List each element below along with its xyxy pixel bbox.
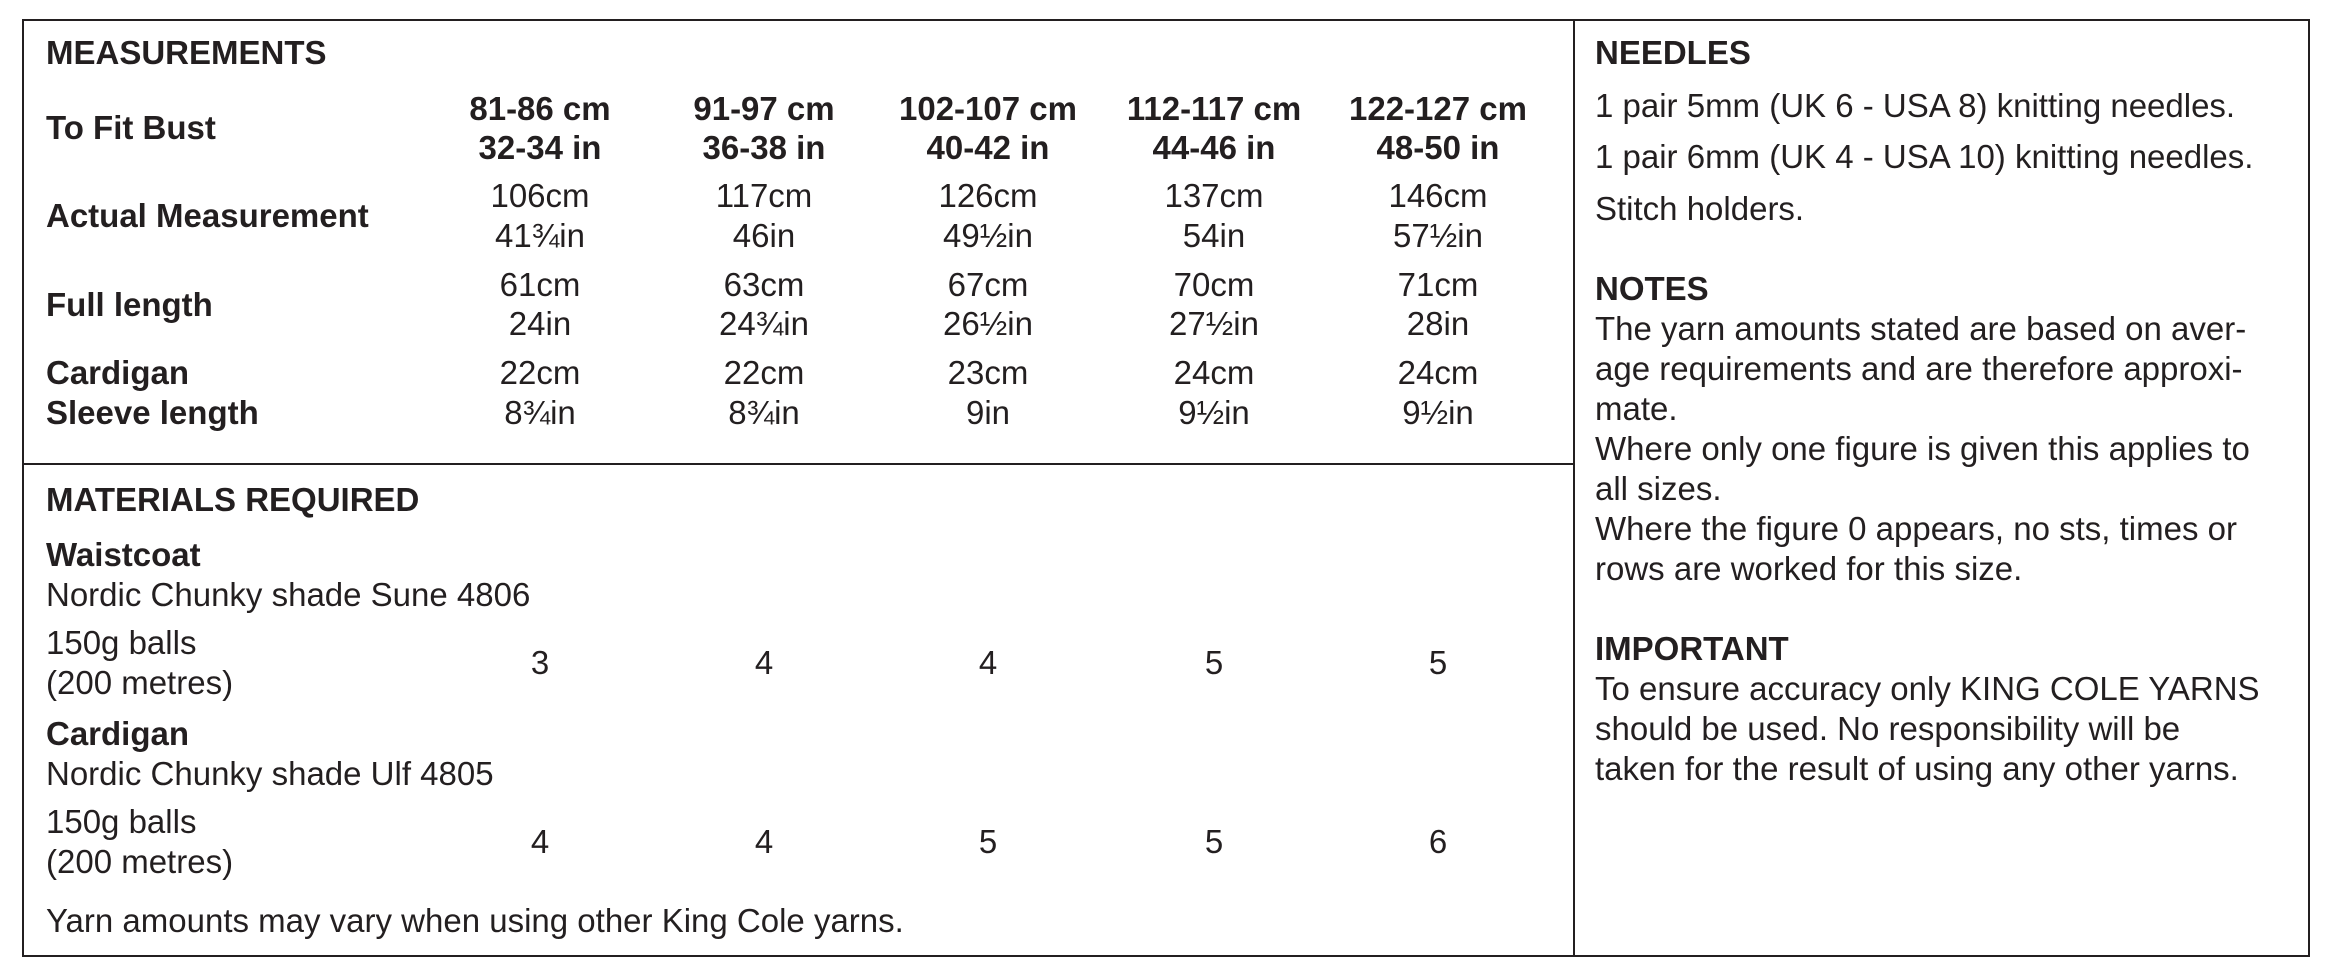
needles-heading: NEEDLES <box>1595 34 1751 71</box>
actual-2-in: 46in <box>732 217 796 254</box>
important-line-3: taken for the result of using any other yarns. <box>1595 750 2239 787</box>
needles-line-2: 1 pair 6mm (UK 4 - USA 10) knitting needles. <box>1595 138 2254 175</box>
size-1-in: 32-34 in <box>478 129 602 166</box>
size-2-cm: 91-97 cm <box>693 90 835 127</box>
waistcoat-yarn: Nordic Chunky shade Sune 4806 <box>46 576 531 613</box>
notes-line-2: age requirements and are therefore approxi- <box>1595 350 2243 387</box>
size-2-in: 36-38 in <box>702 129 826 166</box>
cardigan-sleeve-label-2: Sleeve length <box>46 394 259 431</box>
column-divider <box>1573 19 1575 957</box>
sleeve-2-in: 8¾in <box>728 394 800 431</box>
sleeve-5-in: 9½in <box>1402 394 1474 431</box>
full-length-4-in: 27½in <box>1169 305 1259 342</box>
full-length-4-cm: 70cm <box>1173 266 1255 303</box>
needles-line-3: Stitch holders. <box>1595 190 1805 227</box>
full-length-1-cm: 61cm <box>499 266 581 303</box>
sleeve-2-cm: 22cm <box>723 354 805 391</box>
full-length-5-in: 28in <box>1406 305 1470 342</box>
notes-line-3: mate. <box>1595 390 1678 427</box>
size-1-cm: 81-86 cm <box>469 90 611 127</box>
sleeve-5-cm: 24cm <box>1397 354 1479 391</box>
waistcoat-count-4: 5 <box>1204 644 1224 681</box>
size-3-cm: 102-107 cm <box>899 90 1077 127</box>
full-length-2-cm: 63cm <box>723 266 805 303</box>
actual-4-in: 54in <box>1182 217 1246 254</box>
cardigan-count-5: 6 <box>1428 823 1448 860</box>
full-length-5-cm: 71cm <box>1397 266 1479 303</box>
cardigan-balls-line-1: 150g balls <box>46 803 197 840</box>
actual-5-cm: 146cm <box>1388 177 1488 214</box>
cardigan-count-3: 5 <box>978 823 998 860</box>
actual-measurement-label: Actual Measurement <box>46 197 369 234</box>
sleeve-3-cm: 23cm <box>947 354 1029 391</box>
waistcoat-title: Waistcoat <box>46 536 201 573</box>
waistcoat-count-2: 4 <box>754 644 774 681</box>
full-length-1-in: 24in <box>508 305 572 342</box>
size-4-cm: 112-117 cm <box>1126 90 1302 127</box>
size-5-in: 48-50 in <box>1376 129 1500 166</box>
sleeve-1-cm: 22cm <box>499 354 581 391</box>
important-line-2: should be used. No responsibility will be <box>1595 710 2181 747</box>
actual-1-cm: 106cm <box>490 177 590 214</box>
actual-1-in: 41¾in <box>495 217 585 254</box>
full-length-2-in: 24¾in <box>719 305 809 342</box>
cardigan-count-2: 4 <box>754 823 774 860</box>
important-heading: IMPORTANT <box>1595 630 1789 667</box>
cardigan-yarn: Nordic Chunky shade Ulf 4805 <box>46 755 494 792</box>
notes-line-1: The yarn amounts stated are based on aver- <box>1595 310 2247 347</box>
to-fit-bust-label: To Fit Bust <box>46 109 216 146</box>
actual-4-cm: 137cm <box>1164 177 1264 214</box>
cardigan-balls-line-2: (200 metres) <box>46 843 234 880</box>
waistcoat-count-1: 3 <box>530 644 550 681</box>
notes-line-5: all sizes. <box>1595 470 1722 507</box>
section-divider <box>22 463 1575 465</box>
materials-heading: MATERIALS REQUIRED <box>46 481 420 518</box>
full-length-3-cm: 67cm <box>947 266 1029 303</box>
cardigan-sleeve-label-1: Cardigan <box>46 354 190 391</box>
sleeve-4-cm: 24cm <box>1173 354 1255 391</box>
needles-line-1: 1 pair 5mm (UK 6 - USA 8) knitting needles. <box>1595 87 2236 124</box>
sleeve-3-in: 9in <box>965 394 1011 431</box>
waistcoat-count-3: 4 <box>978 644 998 681</box>
actual-3-in: 49½in <box>943 217 1033 254</box>
size-5-cm: 122-127 cm <box>1349 90 1527 127</box>
waistcoat-balls-line-1: 150g balls <box>46 624 197 661</box>
size-3-in: 40-42 in <box>926 129 1050 166</box>
notes-line-4: Where only one figure is given this applies to <box>1595 430 2250 467</box>
actual-3-cm: 126cm <box>938 177 1038 214</box>
yarn-variation-note: Yarn amounts may vary when using other King Cole yarns. <box>46 902 904 939</box>
cardigan-count-1: 4 <box>530 823 550 860</box>
actual-5-in: 57½in <box>1393 217 1483 254</box>
notes-heading: NOTES <box>1595 270 1709 307</box>
full-length-3-in: 26½in <box>943 305 1033 342</box>
notes-line-6: Where the figure 0 appears, no sts, times or <box>1595 510 2237 547</box>
cardigan-title: Cardigan <box>46 715 190 752</box>
size-4-in: 44-46 in <box>1152 129 1276 166</box>
full-length-label: Full length <box>46 286 213 323</box>
actual-2-cm: 117cm <box>715 177 813 214</box>
waistcoat-balls-line-2: (200 metres) <box>46 664 234 701</box>
cardigan-count-4: 5 <box>1204 823 1224 860</box>
important-line-1: To ensure accuracy only KING COLE YARNS <box>1595 670 2260 707</box>
sleeve-1-in: 8¾in <box>504 394 576 431</box>
measurements-heading: MEASUREMENTS <box>46 34 327 71</box>
waistcoat-count-5: 5 <box>1428 644 1448 681</box>
sleeve-4-in: 9½in <box>1178 394 1250 431</box>
notes-line-7: rows are worked for this size. <box>1595 550 2023 587</box>
